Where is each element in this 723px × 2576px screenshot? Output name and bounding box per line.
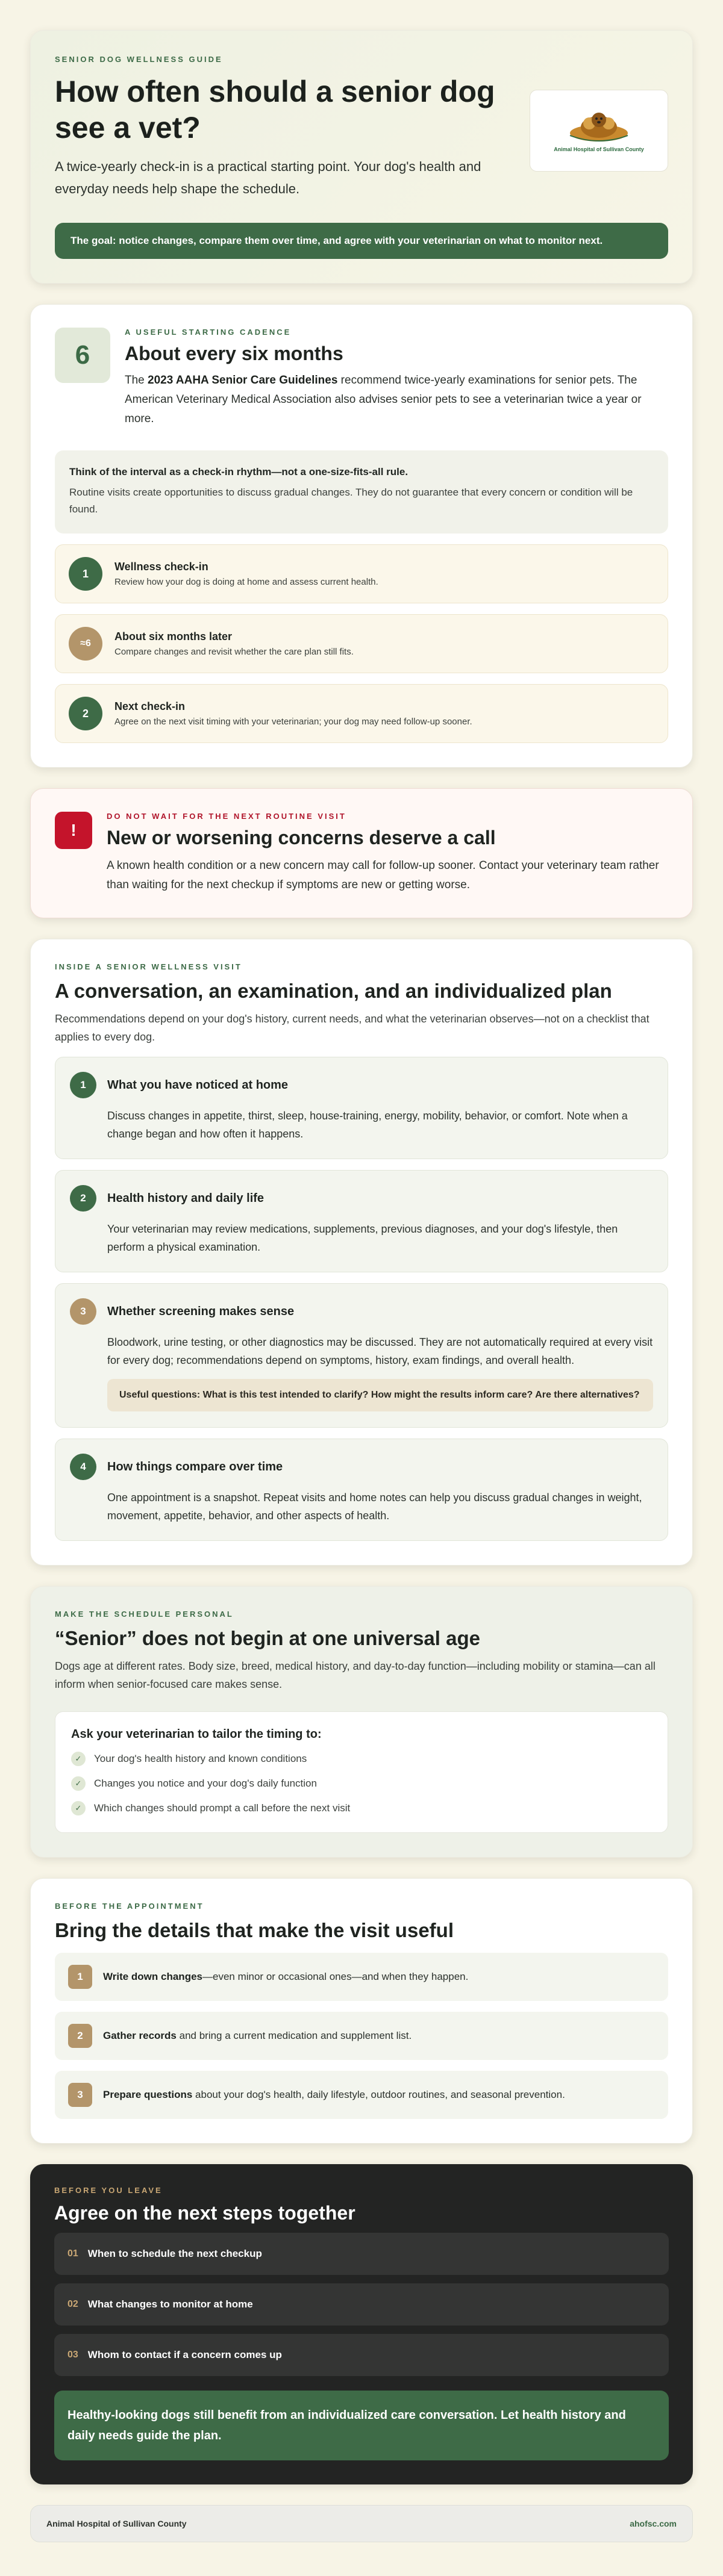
before-eyebrow: BEFORE THE APPOINTMENT xyxy=(55,1902,204,1911)
alert-text: A known health condition or a new concern may call for follow-up sooner. Contact your veterinary team rather than waiting for the next checkup if symptoms are new or getting worse. xyxy=(107,859,659,891)
check-icon: ✓ xyxy=(71,1776,86,1791)
visit-intro: Recommendations depend on your dog's history, current needs, and what the veterinarian observes—not on a checklist that applies to every dog. xyxy=(55,1013,649,1043)
guidelines-name: 2023 AAHA Senior Care Guidelines xyxy=(148,374,338,387)
next-step-number: 03 xyxy=(67,2350,78,2360)
page-title: How often should a senior dog see a vet? xyxy=(55,75,495,145)
next-step-item xyxy=(54,2283,669,2326)
checklist-text: Your dog's health history and known conditions xyxy=(94,1753,307,1764)
leave-eyebrow: BEFORE YOU LEAVE xyxy=(54,2186,163,2195)
hero-section xyxy=(30,30,693,284)
visit-step xyxy=(55,1439,668,1541)
timeline-item xyxy=(55,544,668,603)
timeline-badge: 1 xyxy=(69,557,102,591)
interval-note xyxy=(55,450,668,534)
hero-intro: A twice-yearly check-in is a practical starting point. Your dog's health and everyday needs help shape the schedule. xyxy=(55,159,481,196)
closing-banner: Healthy-looking dogs still benefit from an individualized care conversation. Let health history and daily needs guide the plan. xyxy=(54,2391,669,2460)
dog-logo-icon xyxy=(563,109,635,144)
next-step-item xyxy=(54,2334,669,2376)
note-title: Think of the interval as a check-in rhythm—not a one-size-fits-all rule. xyxy=(69,466,408,478)
cadence-number: 6 xyxy=(55,328,110,383)
timeline-item xyxy=(55,684,668,743)
personal-section xyxy=(30,1586,693,1858)
before-section xyxy=(30,1878,693,2144)
logo-text: Animal Hospital of Sullivan County xyxy=(554,146,644,152)
alert-title: New or worsening concerns deserve a call xyxy=(107,827,496,848)
hospital-logo xyxy=(530,90,668,172)
next-step-item xyxy=(54,2233,669,2275)
prep-number: 3 xyxy=(68,2083,92,2107)
timeline-title: About six months later xyxy=(114,630,233,642)
note-text: Routine visits create opportunities to discuss gradual changes. They do not guarantee that every concern or condition will be found. xyxy=(69,487,633,515)
before-title: Bring the details that make the visit useful xyxy=(55,1919,454,1941)
step-text: Discuss changes in appetite, thirst, sleep, house-training, energy, mobility, behavior, or comfort. Note when a change began and how often it happens. xyxy=(107,1110,628,1140)
checklist-item xyxy=(71,1752,652,1766)
cadence-eyebrow: A USEFUL STARTING CADENCE xyxy=(125,328,292,337)
timeline-text: Agree on the next visit timing with your veterinarian; your dog may need follow-up sooner. xyxy=(114,717,472,727)
timeline-title: Wellness check-in xyxy=(114,561,208,573)
next-steps-section xyxy=(30,2164,693,2484)
visit-eyebrow: INSIDE A SENIOR WELLNESS VISIT xyxy=(55,962,242,971)
checklist-item xyxy=(71,1801,652,1815)
check-icon: ✓ xyxy=(71,1801,86,1815)
visit-step xyxy=(55,1283,668,1428)
alert-icon: ! xyxy=(55,812,92,849)
next-step-number: 01 xyxy=(67,2248,78,2259)
prep-item xyxy=(55,2071,668,2119)
cadence-text: The 2023 AAHA Senior Care Guidelines recommend twice-yearly examinations for senior pets. The American Veterinary Medical Association also advises senior pets to see a veterinarian twice a year or more. xyxy=(125,374,642,425)
visit-title: A conversation, an examination, and an individualized plan xyxy=(55,980,612,1002)
step-text: One appointment is a snapshot. Repeat visits and home notes can help you discuss gradual changes in weight, movement, appetite, behavior, and other aspects of health. xyxy=(107,1492,642,1522)
personal-title: “Senior” does not begin at one universal age xyxy=(55,1627,480,1649)
visit-step xyxy=(55,1057,668,1159)
ask-title: Ask your veterinarian to tailor the timing to: xyxy=(71,1728,322,1741)
check-icon: ✓ xyxy=(71,1752,86,1766)
timeline-badge: ≈6 xyxy=(69,627,102,661)
checklist-text: Which changes should prompt a call before the next visit xyxy=(94,1802,351,1814)
step-number: 3 xyxy=(70,1298,96,1325)
personal-intro: Dogs age at different rates. Body size, breed, medical history, and day-to-day function—including mobility or stamina—can all inform when senior-focused care makes sense. xyxy=(55,1660,656,1690)
alert-eyebrow: DO NOT WAIT FOR THE NEXT ROUTINE VISIT xyxy=(107,812,346,821)
personal-eyebrow: MAKE THE SCHEDULE PERSONAL xyxy=(55,1610,234,1619)
step-text: Bloodwork, urine testing, or other diagnostics may be discussed. They are not automatically required at every visit for every dog; recommendations depend on symptoms, history, exam findings, and overall health. xyxy=(107,1336,653,1366)
next-step-text: When to schedule the next checkup xyxy=(87,2248,262,2259)
prep-item xyxy=(55,2012,668,2060)
step-number: 4 xyxy=(70,1454,96,1480)
footer-link[interactable]: ahofsc.com xyxy=(630,2519,677,2528)
useful-questions: Useful questions: What is this test intended to clarify? How might the results inform care? Are there alternatives? xyxy=(107,1379,653,1411)
footer-name: Animal Hospital of Sullivan County xyxy=(46,2519,187,2528)
ask-vet-box xyxy=(55,1711,668,1833)
visit-step xyxy=(55,1170,668,1272)
timeline-text: Compare changes and revisit whether the care plan still fits. xyxy=(114,647,354,657)
prep-number: 1 xyxy=(68,1965,92,1989)
timeline-item xyxy=(55,614,668,673)
visit-section xyxy=(30,939,693,1566)
next-step-number: 02 xyxy=(67,2299,78,2309)
cadence-title: About every six months xyxy=(125,343,343,364)
prep-number: 2 xyxy=(68,2024,92,2048)
hero-eyebrow: SENIOR DOG WELLNESS GUIDE xyxy=(55,55,223,64)
alert-section xyxy=(30,788,693,918)
prep-text: Prepare questions about your dog's health, daily lifestyle, outdoor routines, and seasonal prevention. xyxy=(103,2089,565,2100)
footer xyxy=(30,2505,693,2542)
step-title: Whether screening makes sense xyxy=(107,1304,295,1318)
step-text: Your veterinarian may review medications, supplements, previous diagnoses, and your dog's lifestyle, then perform a physical examination. xyxy=(107,1223,618,1253)
step-title: How things compare over time xyxy=(107,1460,283,1473)
prep-text: Gather records and bring a current medication and supplement list. xyxy=(103,2030,412,2041)
leave-title: Agree on the next steps together xyxy=(54,2202,355,2224)
step-number: 2 xyxy=(70,1185,96,1212)
step-title: Health history and daily life xyxy=(107,1191,264,1205)
next-step-text: What changes to monitor at home xyxy=(87,2298,253,2310)
checklist-item xyxy=(71,1776,652,1791)
step-title: What you have noticed at home xyxy=(107,1078,289,1092)
timeline-text: Review how your dog is doing at home and assess current health. xyxy=(114,577,378,587)
timeline-badge: 2 xyxy=(69,697,102,730)
cadence-section xyxy=(30,304,693,768)
timeline-title: Next check-in xyxy=(114,700,186,712)
goal-banner: The goal: notice changes, compare them over time, and agree with your veterinarian on what to monitor next. xyxy=(55,223,668,259)
step-number: 1 xyxy=(70,1072,96,1098)
prep-item xyxy=(55,1953,668,2001)
checklist-text: Changes you notice and your dog's daily function xyxy=(94,1778,317,1789)
prep-text: Write down changes—even minor or occasional ones—and when they happen. xyxy=(103,1971,469,1982)
next-step-text: Whom to contact if a concern comes up xyxy=(87,2349,282,2360)
